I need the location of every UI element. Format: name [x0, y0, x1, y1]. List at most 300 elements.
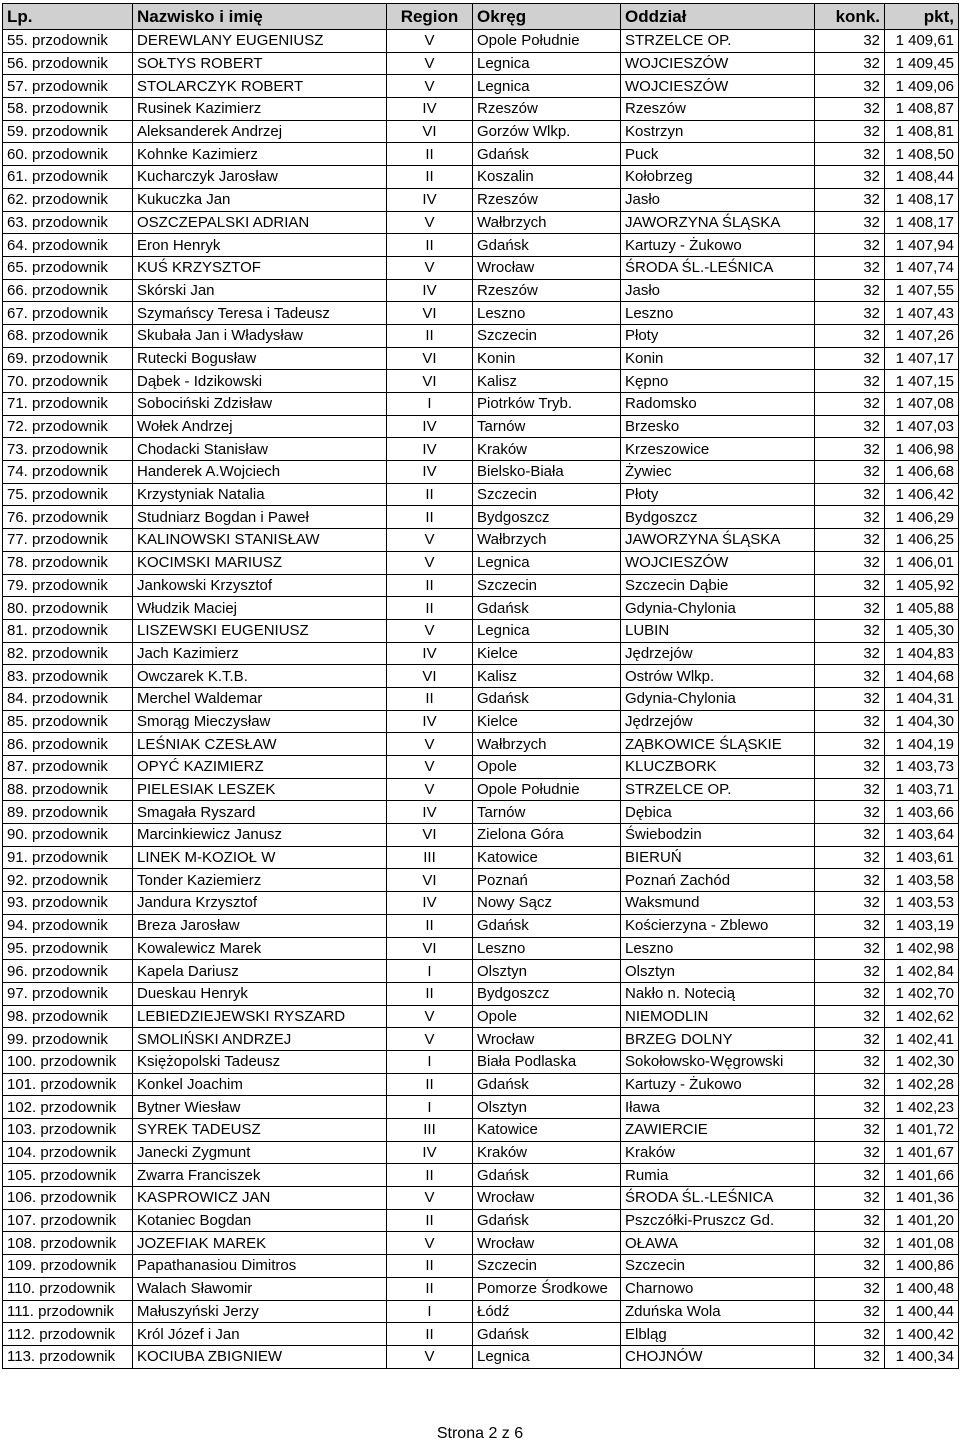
row-branch: Pszczółki-Pruszcz Gd.	[621, 1209, 815, 1232]
table-row	[3, 483, 959, 506]
row-pkt: 1 402,30	[885, 1050, 959, 1073]
row-region: II	[387, 1255, 473, 1278]
row-district: Opole Południe	[473, 30, 621, 53]
row-name: Smorąg Mieczysław	[133, 710, 387, 733]
row-lp: 105. przodownik	[3, 1164, 133, 1187]
row-konk: 32	[815, 937, 885, 960]
row-pkt: 1 406,25	[885, 529, 959, 552]
row-konk: 32	[815, 665, 885, 688]
row-district: Gdańsk	[473, 234, 621, 257]
row-pkt: 1 407,74	[885, 256, 959, 279]
row-branch: Jędrzejów	[621, 710, 815, 733]
row-branch: KLUCZBORK	[621, 756, 815, 779]
row-region: VI	[387, 869, 473, 892]
row-region: V	[387, 1232, 473, 1255]
row-lp: 89. przodownik	[3, 801, 133, 824]
row-pkt: 1 402,70	[885, 982, 959, 1005]
row-lp: 63. przodownik	[3, 211, 133, 234]
row-konk: 32	[815, 574, 885, 597]
row-pkt: 1 400,42	[885, 1323, 959, 1346]
row-pkt: 1 402,28	[885, 1073, 959, 1096]
row-konk: 32	[815, 483, 885, 506]
row-konk: 32	[815, 1028, 885, 1051]
row-pkt: 1 402,41	[885, 1028, 959, 1051]
row-lp: 77. przodownik	[3, 529, 133, 552]
row-region: II	[387, 1164, 473, 1187]
row-lp: 87. przodownik	[3, 756, 133, 779]
row-pkt: 1 404,30	[885, 710, 959, 733]
row-konk: 32	[815, 869, 885, 892]
row-lp: 85. przodownik	[3, 710, 133, 733]
row-konk: 32	[815, 1096, 885, 1119]
row-konk: 32	[815, 1255, 885, 1278]
row-lp: 67. przodownik	[3, 302, 133, 325]
table-row	[3, 914, 959, 937]
row-name: Kapela Dariusz	[133, 960, 387, 983]
row-region: V	[387, 52, 473, 75]
row-region: II	[387, 982, 473, 1005]
row-name: Jandura Krzysztof	[133, 892, 387, 915]
row-name: OSZCZEPALSKI ADRIAN	[133, 211, 387, 234]
table-row	[3, 256, 959, 279]
row-branch: Jasło	[621, 188, 815, 211]
row-branch: Bydgoszcz	[621, 506, 815, 529]
row-region: IV	[387, 438, 473, 461]
row-konk: 32	[815, 256, 885, 279]
row-region: V	[387, 1005, 473, 1028]
row-konk: 32	[815, 846, 885, 869]
table-row	[3, 279, 959, 302]
row-pkt: 1 405,88	[885, 597, 959, 620]
table-row	[3, 461, 959, 484]
table-row	[3, 1277, 959, 1300]
row-branch: STRZELCE OP.	[621, 30, 815, 53]
row-konk: 32	[815, 506, 885, 529]
table-row	[3, 98, 959, 121]
row-konk: 32	[815, 166, 885, 189]
row-district: Kielce	[473, 642, 621, 665]
row-region: V	[387, 256, 473, 279]
row-branch: Żywiec	[621, 461, 815, 484]
row-pkt: 1 401,08	[885, 1232, 959, 1255]
row-lp: 103. przodownik	[3, 1119, 133, 1142]
row-branch: Puck	[621, 143, 815, 166]
row-name: KASPROWICZ JAN	[133, 1187, 387, 1210]
row-branch: Gdynia-Chylonia	[621, 597, 815, 620]
row-name: Dąbek - Idzikowski	[133, 370, 387, 393]
row-pkt: 1 401,66	[885, 1164, 959, 1187]
row-region: IV	[387, 642, 473, 665]
row-pkt: 1 407,03	[885, 415, 959, 438]
row-region: II	[387, 1209, 473, 1232]
row-branch: Szczecin	[621, 1255, 815, 1278]
row-pkt: 1 406,68	[885, 461, 959, 484]
row-lp: 58. przodownik	[3, 98, 133, 121]
row-region: I	[387, 960, 473, 983]
row-region: V	[387, 211, 473, 234]
row-lp: 88. przodownik	[3, 778, 133, 801]
row-lp: 97. przodownik	[3, 982, 133, 1005]
row-district: Legnica	[473, 75, 621, 98]
row-branch: Jędrzejów	[621, 642, 815, 665]
row-lp: 59. przodownik	[3, 120, 133, 143]
row-lp: 93. przodownik	[3, 892, 133, 915]
row-name: OPYĆ KAZIMIERZ	[133, 756, 387, 779]
table-row	[3, 506, 959, 529]
row-lp: 73. przodownik	[3, 438, 133, 461]
row-konk: 32	[815, 1209, 885, 1232]
row-konk: 32	[815, 302, 885, 325]
row-branch: ŚRODA ŚL.-LEŚNICA	[621, 256, 815, 279]
row-district: Wałbrzych	[473, 211, 621, 234]
row-district: Wałbrzych	[473, 733, 621, 756]
row-konk: 32	[815, 415, 885, 438]
row-pkt: 1 406,42	[885, 483, 959, 506]
row-branch: JAWORZYNA ŚLĄSKA	[621, 211, 815, 234]
row-lp: 112. przodownik	[3, 1323, 133, 1346]
row-region: V	[387, 1187, 473, 1210]
row-district: Katowice	[473, 846, 621, 869]
row-region: II	[387, 1277, 473, 1300]
row-konk: 32	[815, 960, 885, 983]
row-konk: 32	[815, 98, 885, 121]
table-row	[3, 1209, 959, 1232]
row-district: Legnica	[473, 1345, 621, 1368]
row-branch: Rumia	[621, 1164, 815, 1187]
header-branch: Oddział	[621, 4, 815, 30]
table-row	[3, 52, 959, 75]
table-row	[3, 166, 959, 189]
row-lp: 113. przodownik	[3, 1345, 133, 1368]
table-row	[3, 892, 959, 915]
row-name: Rutecki Bogusław	[133, 347, 387, 370]
row-lp: 82. przodownik	[3, 642, 133, 665]
row-branch: Kostrzyn	[621, 120, 815, 143]
row-branch: Sokołowsko-Węgrowski	[621, 1050, 815, 1073]
table-row	[3, 733, 959, 756]
row-branch: Kraków	[621, 1141, 815, 1164]
row-lp: 91. przodownik	[3, 846, 133, 869]
row-district: Wrocław	[473, 256, 621, 279]
table-row	[3, 1345, 959, 1368]
table-row	[3, 665, 959, 688]
table-row	[3, 1050, 959, 1073]
row-district: Gorzów Wlkp.	[473, 120, 621, 143]
row-pkt: 1 402,23	[885, 1096, 959, 1119]
row-name: Eron Henryk	[133, 234, 387, 257]
row-konk: 32	[815, 1323, 885, 1346]
row-lp: 71. przodownik	[3, 393, 133, 416]
table-row	[3, 1300, 959, 1323]
row-konk: 32	[815, 324, 885, 347]
row-region: I	[387, 393, 473, 416]
header-lp: Lp.	[3, 4, 133, 30]
row-district: Gdańsk	[473, 1323, 621, 1346]
row-name: Tonder Kaziemierz	[133, 869, 387, 892]
row-name: Małuszyński Jerzy	[133, 1300, 387, 1323]
row-name: Breza Jarosław	[133, 914, 387, 937]
row-region: II	[387, 483, 473, 506]
row-lp: 79. przodownik	[3, 574, 133, 597]
row-konk: 32	[815, 211, 885, 234]
table-row	[3, 778, 959, 801]
row-district: Katowice	[473, 1119, 621, 1142]
row-branch: NIEMODLIN	[621, 1005, 815, 1028]
row-konk: 32	[815, 188, 885, 211]
row-pkt: 1 402,62	[885, 1005, 959, 1028]
row-pkt: 1 404,31	[885, 687, 959, 710]
row-pkt: 1 407,08	[885, 393, 959, 416]
row-branch: Kępno	[621, 370, 815, 393]
row-name: Janecki Zygmunt	[133, 1141, 387, 1164]
row-pkt: 1 400,48	[885, 1277, 959, 1300]
header-district: Okręg	[473, 4, 621, 30]
row-konk: 32	[815, 438, 885, 461]
row-branch: Nakło n. Notecią	[621, 982, 815, 1005]
row-lp: 83. przodownik	[3, 665, 133, 688]
row-name: KOCIUBA ZBIGNIEW	[133, 1345, 387, 1368]
row-pkt: 1 408,50	[885, 143, 959, 166]
row-pkt: 1 407,17	[885, 347, 959, 370]
row-branch: LUBIN	[621, 619, 815, 642]
row-lp: 106. przodownik	[3, 1187, 133, 1210]
row-branch: ŚRODA ŚL.-LEŚNICA	[621, 1187, 815, 1210]
row-region: V	[387, 75, 473, 98]
row-lp: 69. przodownik	[3, 347, 133, 370]
row-region: IV	[387, 801, 473, 824]
row-region: VI	[387, 347, 473, 370]
row-region: II	[387, 143, 473, 166]
row-name: SMOLIŃSKI ANDRZEJ	[133, 1028, 387, 1051]
row-konk: 32	[815, 52, 885, 75]
table-row	[3, 75, 959, 98]
row-name: Marcinkiewicz Janusz	[133, 824, 387, 847]
row-pkt: 1 406,29	[885, 506, 959, 529]
row-pkt: 1 403,58	[885, 869, 959, 892]
row-lp: 100. przodownik	[3, 1050, 133, 1073]
row-pkt: 1 401,72	[885, 1119, 959, 1142]
row-name: KALINOWSKI STANISŁAW	[133, 529, 387, 552]
row-name: Włudzik Maciej	[133, 597, 387, 620]
table-row	[3, 415, 959, 438]
row-lp: 65. przodownik	[3, 256, 133, 279]
row-name: LISZEWSKI EUGENIUSZ	[133, 619, 387, 642]
row-region: V	[387, 778, 473, 801]
row-district: Legnica	[473, 52, 621, 75]
row-pkt: 1 404,19	[885, 733, 959, 756]
row-pkt: 1 406,98	[885, 438, 959, 461]
row-name: LINEK M-KOZIOŁ W	[133, 846, 387, 869]
row-konk: 32	[815, 642, 885, 665]
row-pkt: 1 408,17	[885, 211, 959, 234]
row-name: Aleksanderek Andrzej	[133, 120, 387, 143]
row-region: VI	[387, 665, 473, 688]
row-name: Owczarek K.T.B.	[133, 665, 387, 688]
row-pkt: 1 401,36	[885, 1187, 959, 1210]
row-region: I	[387, 1096, 473, 1119]
row-branch: Kartuzy - Żukowo	[621, 234, 815, 257]
row-pkt: 1 407,26	[885, 324, 959, 347]
row-name: Wołek Andrzej	[133, 415, 387, 438]
row-konk: 32	[815, 347, 885, 370]
row-lp: 80. przodownik	[3, 597, 133, 620]
row-district: Kraków	[473, 1141, 621, 1164]
row-lp: 90. przodownik	[3, 824, 133, 847]
row-lp: 92. przodownik	[3, 869, 133, 892]
row-region: VI	[387, 302, 473, 325]
row-konk: 32	[815, 1119, 885, 1142]
row-name: Księżopolski Tadeusz	[133, 1050, 387, 1073]
row-pkt: 1 407,55	[885, 279, 959, 302]
table-row	[3, 234, 959, 257]
row-name: Kowalewicz Marek	[133, 937, 387, 960]
row-konk: 32	[815, 279, 885, 302]
row-branch: CHOJNÓW	[621, 1345, 815, 1368]
table-row	[3, 1005, 959, 1028]
row-name: Chodacki Stanisław	[133, 438, 387, 461]
row-district: Zielona Góra	[473, 824, 621, 847]
row-lp: 96. przodownik	[3, 960, 133, 983]
row-region: II	[387, 324, 473, 347]
row-district: Leszno	[473, 937, 621, 960]
row-branch: Waksmund	[621, 892, 815, 915]
row-pkt: 1 404,83	[885, 642, 959, 665]
row-pkt: 1 400,44	[885, 1300, 959, 1323]
row-branch: Świebodzin	[621, 824, 815, 847]
row-region: II	[387, 234, 473, 257]
row-pkt: 1 403,71	[885, 778, 959, 801]
row-name: Kucharczyk Jarosław	[133, 166, 387, 189]
row-lp: 75. przodownik	[3, 483, 133, 506]
row-name: KUŚ KRZYSZTOF	[133, 256, 387, 279]
table-row	[3, 960, 959, 983]
row-district: Tarnów	[473, 415, 621, 438]
row-name: Skubała Jan i Władysław	[133, 324, 387, 347]
table-row	[3, 846, 959, 869]
header-pkt: pkt,	[885, 4, 959, 30]
row-name: Konkel Joachim	[133, 1073, 387, 1096]
row-district: Wrocław	[473, 1028, 621, 1051]
row-konk: 32	[815, 1232, 885, 1255]
row-name: Handerek A.Wojciech	[133, 461, 387, 484]
row-district: Łódź	[473, 1300, 621, 1323]
row-region: II	[387, 597, 473, 620]
row-konk: 32	[815, 710, 885, 733]
row-district: Bydgoszcz	[473, 982, 621, 1005]
row-name: LEŚNIAK CZESŁAW	[133, 733, 387, 756]
row-name: Krzystyniak Natalia	[133, 483, 387, 506]
row-region: IV	[387, 461, 473, 484]
row-branch: Szczecin Dąbie	[621, 574, 815, 597]
row-region: I	[387, 1300, 473, 1323]
row-konk: 32	[815, 619, 885, 642]
row-konk: 32	[815, 120, 885, 143]
row-name: Jankowski Krzysztof	[133, 574, 387, 597]
row-district: Tarnów	[473, 801, 621, 824]
row-region: V	[387, 529, 473, 552]
table-row	[3, 619, 959, 642]
row-district: Szczecin	[473, 1255, 621, 1278]
table-row	[3, 143, 959, 166]
table-row	[3, 211, 959, 234]
row-district: Gdańsk	[473, 1209, 621, 1232]
row-branch: Charnowo	[621, 1277, 815, 1300]
row-konk: 32	[815, 756, 885, 779]
row-pkt: 1 408,44	[885, 166, 959, 189]
row-district: Pomorze Środkowe	[473, 1277, 621, 1300]
row-konk: 32	[815, 687, 885, 710]
row-name: Jach Kazimierz	[133, 642, 387, 665]
row-branch: Brzesko	[621, 415, 815, 438]
row-district: Gdańsk	[473, 143, 621, 166]
row-konk: 32	[815, 529, 885, 552]
row-name: SYREK TADEUSZ	[133, 1119, 387, 1142]
row-branch: WOJCIESZÓW	[621, 52, 815, 75]
header-row	[3, 4, 959, 30]
row-region: V	[387, 733, 473, 756]
page-footer: Strona 2 z 6	[436, 1425, 524, 1442]
row-region: IV	[387, 98, 473, 121]
row-lp: 68. przodownik	[3, 324, 133, 347]
row-district: Konin	[473, 347, 621, 370]
row-district: Kraków	[473, 438, 621, 461]
row-pkt: 1 403,64	[885, 824, 959, 847]
row-district: Legnica	[473, 619, 621, 642]
row-lp: 60. przodownik	[3, 143, 133, 166]
row-lp: 110. przodownik	[3, 1277, 133, 1300]
row-name: Sobociński Zdzisław	[133, 393, 387, 416]
table-row	[3, 642, 959, 665]
table-row	[3, 869, 959, 892]
row-konk: 32	[815, 143, 885, 166]
row-lp: 70. przodownik	[3, 370, 133, 393]
row-pkt: 1 402,84	[885, 960, 959, 983]
row-pkt: 1 403,66	[885, 801, 959, 824]
row-lp: 111. przodownik	[3, 1300, 133, 1323]
row-district: Kalisz	[473, 665, 621, 688]
table-row	[3, 1141, 959, 1164]
row-pkt: 1 407,94	[885, 234, 959, 257]
row-name: Merchel Waldemar	[133, 687, 387, 710]
row-name: LEBIEDZIEJEWSKI RYSZARD	[133, 1005, 387, 1028]
row-branch: ZAWIERCIE	[621, 1119, 815, 1142]
row-district: Koszalin	[473, 166, 621, 189]
row-district: Leszno	[473, 302, 621, 325]
row-lp: 107. przodownik	[3, 1209, 133, 1232]
table-row	[3, 1119, 959, 1142]
row-district: Szczecin	[473, 574, 621, 597]
table-row	[3, 1096, 959, 1119]
row-district: Olsztyn	[473, 1096, 621, 1119]
row-konk: 32	[815, 1005, 885, 1028]
row-name: Kukuczka Jan	[133, 188, 387, 211]
row-pkt: 1 401,67	[885, 1141, 959, 1164]
row-region: IV	[387, 710, 473, 733]
row-region: II	[387, 1323, 473, 1346]
table-row	[3, 824, 959, 847]
table-row	[3, 370, 959, 393]
row-region: I	[387, 1050, 473, 1073]
row-lp: 64. przodownik	[3, 234, 133, 257]
row-lp: 101. przodownik	[3, 1073, 133, 1096]
row-lp: 94. przodownik	[3, 914, 133, 937]
row-district: Opole	[473, 1005, 621, 1028]
row-district: Piotrków Tryb.	[473, 393, 621, 416]
table-row	[3, 324, 959, 347]
row-lp: 98. przodownik	[3, 1005, 133, 1028]
row-branch: Olsztyn	[621, 960, 815, 983]
table-row	[3, 188, 959, 211]
